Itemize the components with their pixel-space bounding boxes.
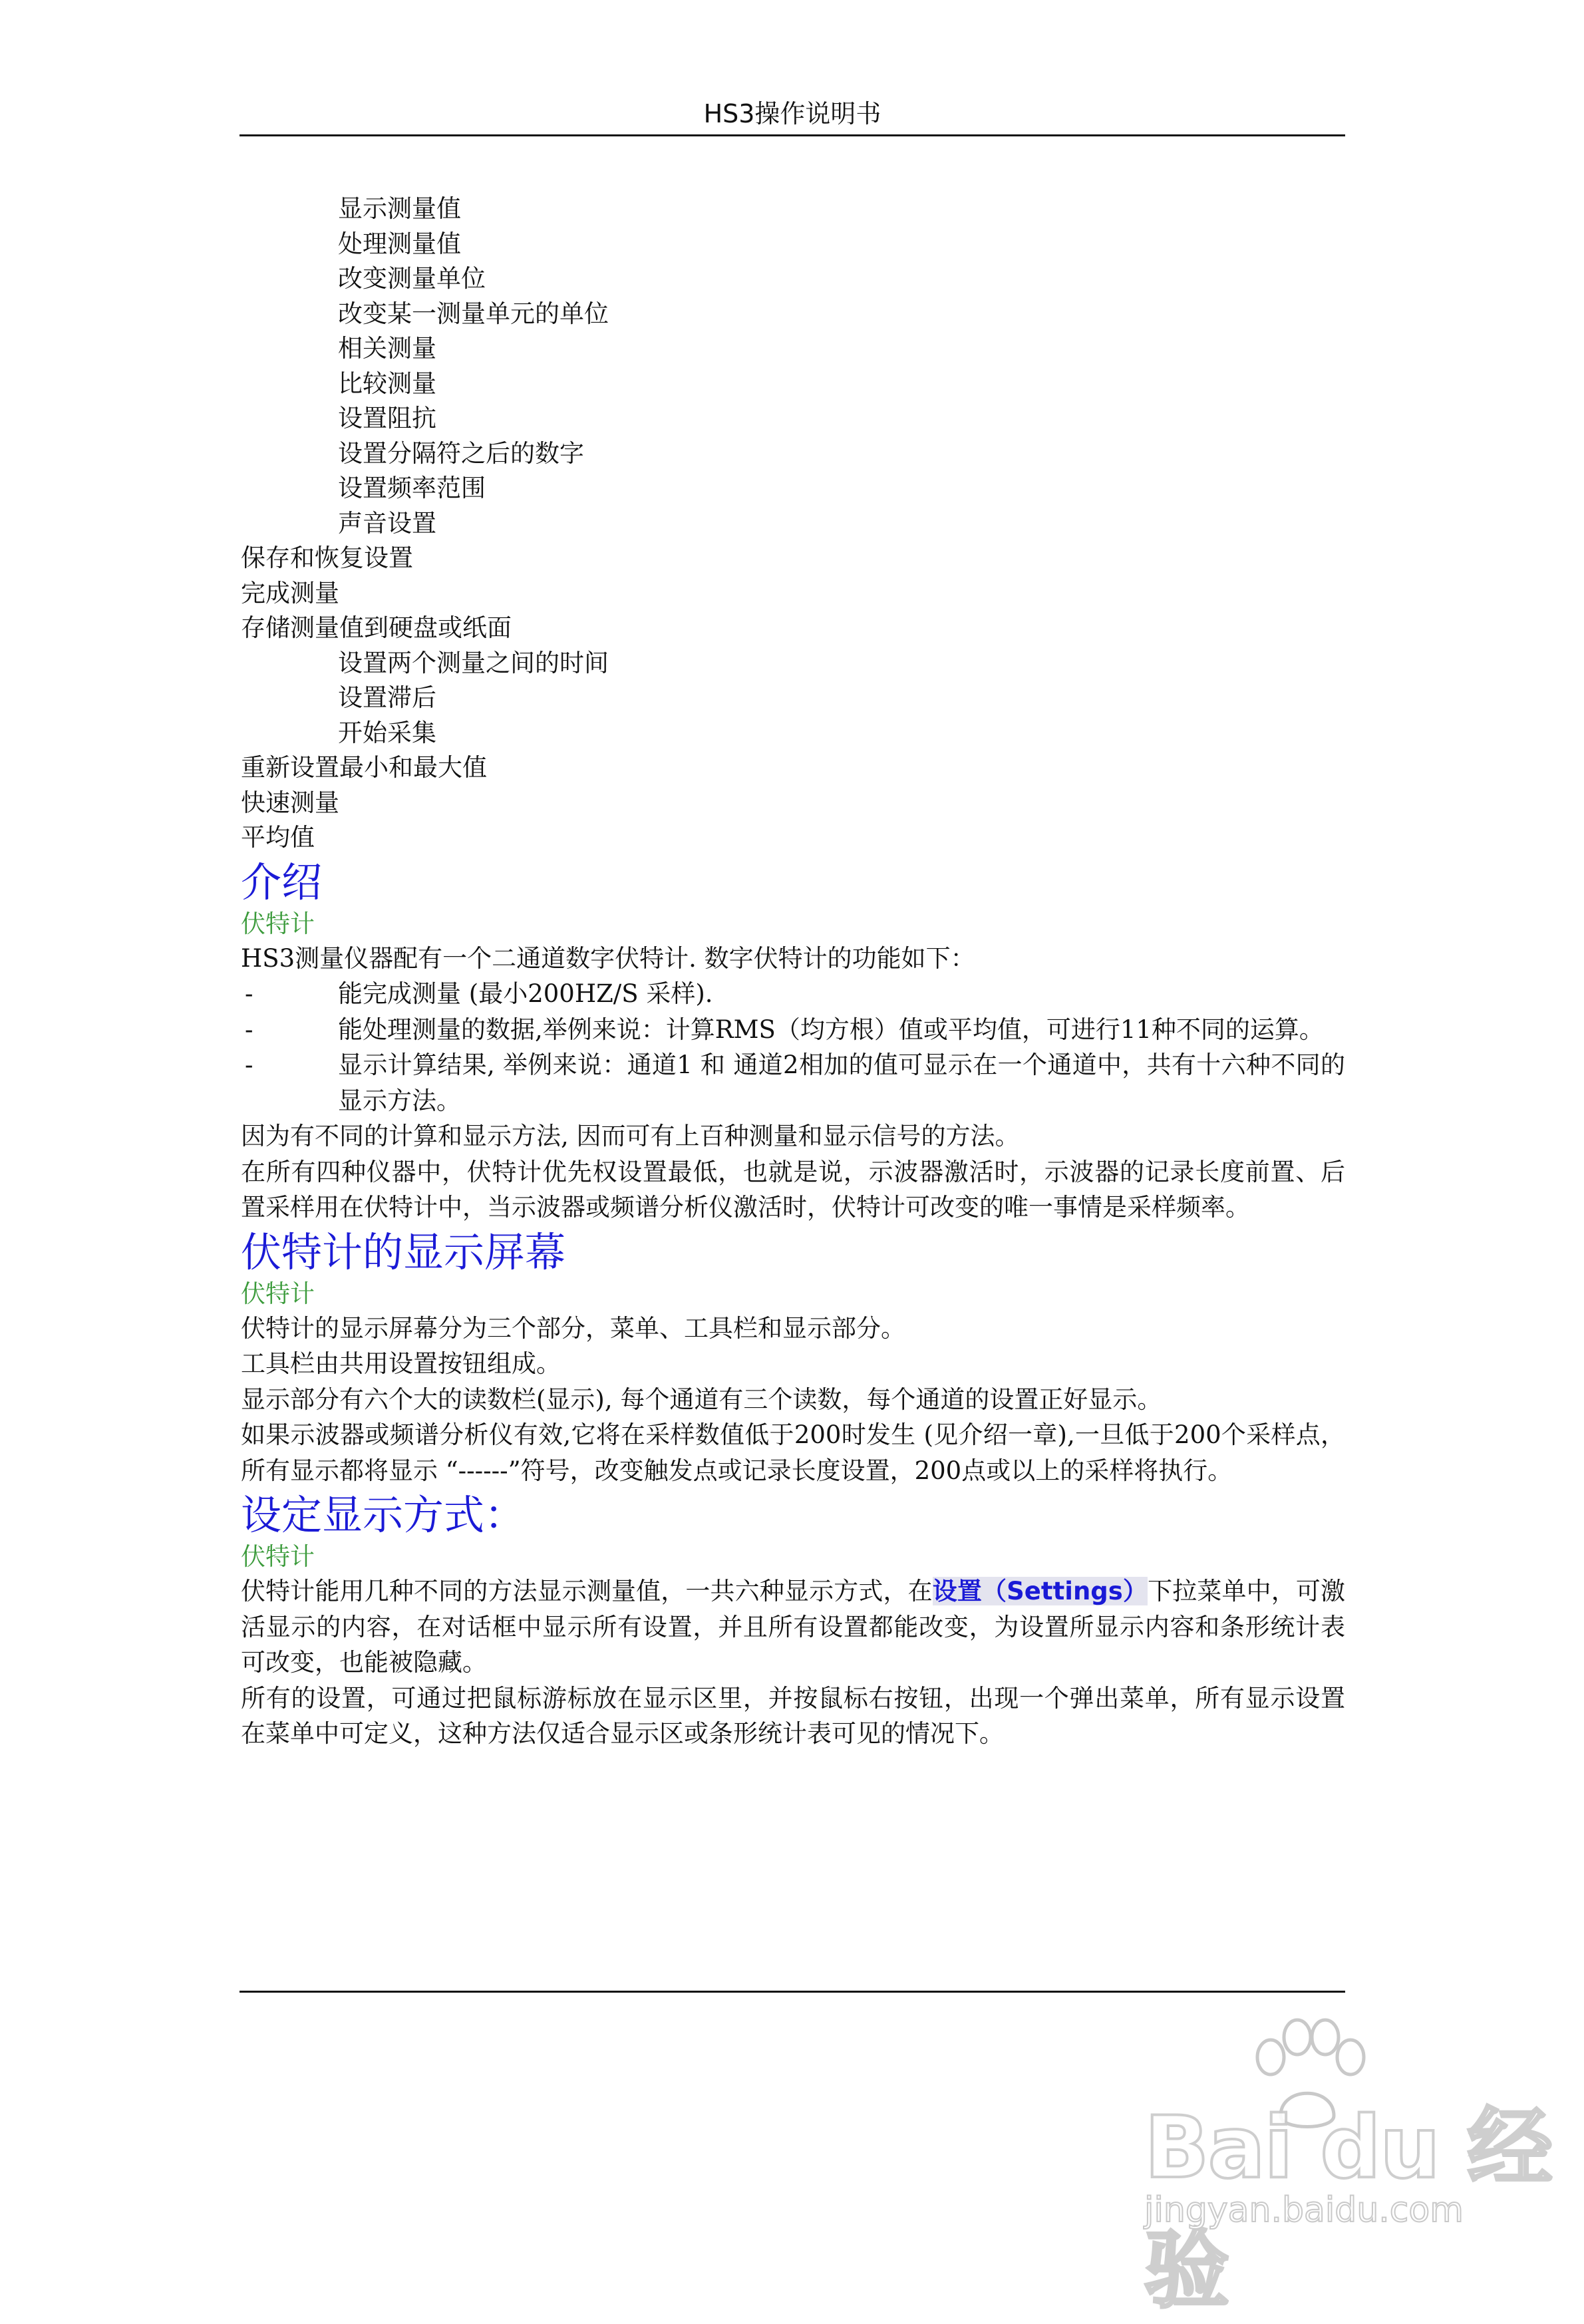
footer-rule — [239, 1991, 1345, 1993]
bullet-text: 能处理测量的数据,举例来说：计算RMS（均方根）值或平均值，可进行11种不同的运算。 — [338, 1015, 1324, 1044]
screen-paragraph: 工具栏由共用设置按钮组成。 — [241, 1349, 561, 1378]
toc-line: 存储测量值到硬盘或纸面 — [241, 613, 512, 642]
toc-line: 设置阻抗 — [338, 404, 436, 432]
section-heading-display-mode: 设定显示方式： — [241, 1492, 526, 1539]
section-heading-intro: 介绍 — [241, 858, 323, 906]
bullet-text: 显示计算结果, 举例来说：通道1 和 通道2相加的值可显示在一个通道中，共有十六种不同的显示方法。 — [338, 1051, 1345, 1115]
text-run: 伏特计能用几种不同的方法显示测量值，一共六种显示方式，在 — [241, 1577, 933, 1605]
bullet-item — [241, 1047, 1345, 1118]
bullet-text: 能完成测量 (最小200HZ/S 采样). — [338, 979, 713, 1008]
display-mode-paragraph: 所有的设置，可通过把鼠标游标放在显示区里，并按鼠标右按钮，出现一个弹出菜单，所有显示设置在菜单中可定义，这种方法仅适合显示区或条形统计表可见的情况下。 — [241, 1683, 1345, 1748]
toc-line: 改变测量单位 — [338, 264, 486, 293]
settings-menu-link[interactable]: 设置（Settings） — [932, 1577, 1148, 1605]
bullet-dash: - — [245, 1051, 253, 1079]
toc-line: 声音设置 — [338, 508, 436, 538]
toc-line: 快速测量 — [241, 788, 339, 817]
toc-line: 改变某一测量单元的单位 — [338, 299, 609, 328]
toc-line: 保存和恢复设置 — [241, 544, 413, 572]
text-run: 下拉菜单中，可激活显示的内容，在对话框中显示所有设置，并且所有设置都能改变，为设置所显示内容和条形统计表可改变，也能被隐藏。 — [241, 1577, 1346, 1677]
page-header-title: HS3操作说明书 — [703, 99, 881, 128]
baidu-watermark — [1104, 2016, 1570, 2320]
toc-line: 处理测量值 — [338, 229, 461, 258]
toc-line: 重新设置最小和最大值 — [241, 753, 487, 782]
page-content — [241, 192, 1345, 1752]
section-subheading-display-mode: 伏特计 — [241, 1542, 315, 1571]
toc-line: 相关测量 — [338, 334, 436, 363]
header-rule — [239, 134, 1345, 136]
intro-paragraph: 因为有不同的计算和显示方法, 因而可有上百种测量和显示信号的方法。 — [241, 1122, 1020, 1150]
intro-paragraph: 在所有四种仪器中，伏特计优先权设置最低，也就是说，示波器激活时，示波器的记录长度前置、后置采样用在伏特计中，当示波器或频谱分析仪激活时，伏特计可改变的唯一事情是采样频率。 — [241, 1157, 1345, 1222]
toc-line: 设置两个测量之间的时间 — [338, 648, 609, 677]
toc-line: 平均值 — [241, 823, 315, 852]
bullet-item — [241, 976, 1345, 1012]
toc-line: 设置分隔符之后的数字 — [338, 438, 584, 468]
toc-list — [241, 192, 1345, 856]
watermark-url: jingyan.baidu.com — [1144, 2190, 1464, 2230]
toc-line: 开始采集 — [338, 718, 436, 747]
screen-paragraph: 伏特计的显示屏幕分为三个部分，菜单、工具栏和显示部分。 — [241, 1313, 905, 1343]
toc-line: 设置滞后 — [338, 683, 436, 712]
watermark-logo: Bai du 经验 — [1144, 2098, 1551, 2320]
section-subheading-intro: 伏特计 — [241, 909, 315, 938]
display-mode-paragraph — [241, 1574, 1345, 1681]
screen-paragraph: 如果示波器或频谱分析仪有效,它将在采样数值低于200时发生 (见介绍一章),一旦低于200个采样点，所有显示都将显示 “------”符号，改变触发点或记录长度设置，200点或以上的采样将执行。 — [241, 1420, 1345, 1485]
toc-line: 显示测量值 — [338, 194, 461, 223]
section-heading-screen: 伏特计的显示屏幕 — [241, 1228, 566, 1276]
toc-line: 比较测量 — [338, 369, 436, 398]
toc-line: 设置频率范围 — [338, 474, 486, 502]
section-subheading-screen: 伏特计 — [241, 1279, 315, 1308]
bullet-dash: - — [245, 979, 253, 1008]
bullet-dash: - — [245, 1015, 253, 1044]
screen-paragraph: 显示部分有六个大的读数栏(显示), 每个通道有三个读数，每个通道的设置正好显示。 — [241, 1385, 1162, 1414]
intro-lead: HS3测量仪器配有一个二通道数字伏特计. 数字伏特计的功能如下： — [241, 943, 975, 973]
bullet-item — [241, 1012, 1345, 1048]
toc-line: 完成测量 — [241, 578, 339, 607]
